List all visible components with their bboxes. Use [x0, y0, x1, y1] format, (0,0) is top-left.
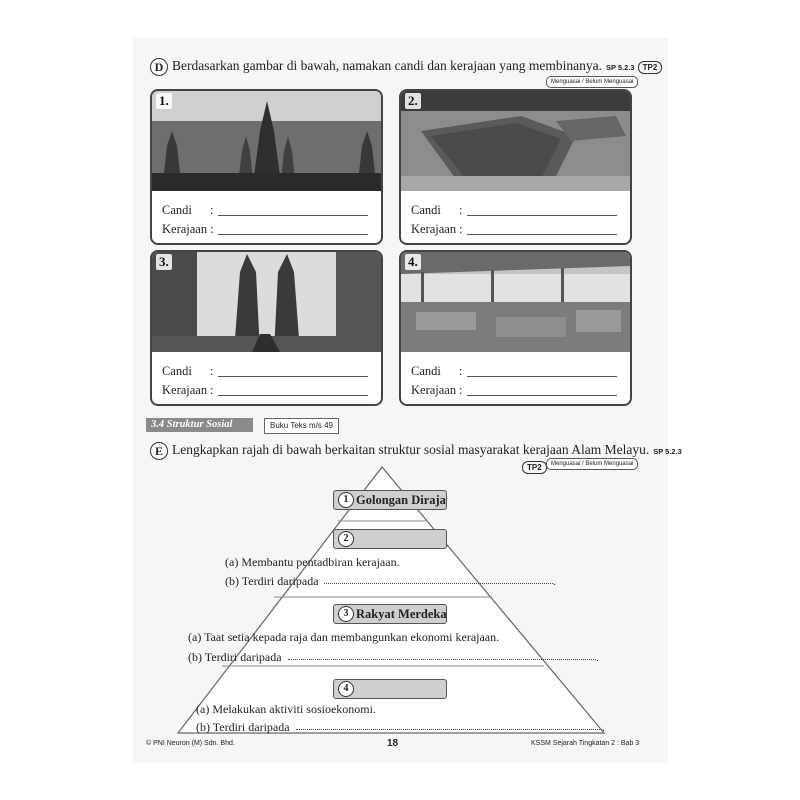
card-number: 2. [405, 93, 421, 109]
level-4-answer-line[interactable] [296, 729, 602, 730]
question-e-tp: TP2 [522, 461, 547, 474]
question-e-mastery: Menguasai / Belum Menguasai [546, 458, 638, 470]
pyramid-level-2[interactable] [333, 529, 447, 549]
question-d-sp: SP 5.2.3 [605, 63, 635, 72]
footer-book-title: KSSM Sejarah Tingkatan 2 : Bab 3 [531, 740, 640, 747]
kerajaan-answer-line[interactable] [218, 234, 368, 235]
kerajaan-colon: : [210, 222, 214, 236]
pyramid-level-1 [333, 490, 447, 510]
excavated-site-shelter-photo [401, 252, 630, 352]
kerajaan-label: Kerajaan [162, 222, 208, 236]
level-number: 4 [338, 681, 354, 697]
candi-answer-line[interactable] [218, 215, 368, 216]
question-d-prompt: Berdasarkan gambar di bawah, namakan candi dan kerajaan yang membinanya. [172, 58, 602, 73]
level-3-item-b: (b) Terdiri daripada [188, 650, 282, 664]
candi-label: Candi [162, 364, 192, 378]
level-number: 1 [338, 492, 354, 508]
candi-label: Candi [411, 364, 441, 378]
level-4-item-b: (b) Terdiri daripada [196, 720, 290, 734]
level-3-end: . [596, 650, 599, 664]
section-heading [146, 418, 253, 432]
pyramid-level-3 [333, 604, 447, 624]
level-2-item-a: (a) Membantu pentadbiran kerajaan. [225, 555, 400, 569]
kerajaan-answer-line[interactable] [467, 234, 617, 235]
kerajaan-colon: : [210, 383, 214, 397]
card-number: 4. [405, 254, 421, 270]
level-number: 2 [338, 531, 354, 547]
candi-answer-line[interactable] [218, 376, 368, 377]
kerajaan-label: Kerajaan [411, 222, 457, 236]
question-d-badge: D [150, 58, 168, 76]
pyramid-level-4[interactable] [333, 679, 447, 699]
level-label: Golongan Diraja [356, 493, 446, 507]
candi-colon: : [459, 203, 463, 217]
level-label: Rakyat Merdeka [356, 607, 447, 621]
kerajaan-colon: : [459, 222, 463, 236]
candi-colon: : [210, 203, 214, 217]
footer-page-number: 18 [387, 738, 399, 749]
card-number: 1. [156, 93, 172, 109]
question-d-mastery: Menguasai / Belum Menguasai [546, 76, 638, 88]
temple-card-4 [399, 250, 632, 406]
split-gate-temple-photo [152, 252, 381, 352]
candi-answer-line[interactable] [467, 376, 617, 377]
temple-card-2 [399, 89, 632, 245]
level-4-end: . [602, 720, 605, 734]
question-d-tp: TP2 [638, 61, 663, 74]
candi-answer-line[interactable] [467, 215, 617, 216]
level-2-answer-line[interactable] [324, 583, 553, 584]
section-title: 3.4 Struktur Sosial [151, 419, 233, 430]
footer-publisher: © PNI Neuron (M) Sdn. Bhd. [146, 740, 235, 747]
kerajaan-answer-line[interactable] [218, 395, 368, 396]
candi-colon: : [210, 364, 214, 378]
temple-card-3 [150, 250, 383, 406]
ruined-stone-temple-photo [401, 91, 630, 191]
level-3-answer-line[interactable] [288, 659, 596, 660]
level-4-item-a: (a) Melakukan aktiviti sosioekonomi. [196, 702, 376, 716]
question-e-prompt: Lengkapkan rajah di bawah berkaitan struktur sosial masyarakat kerajaan Alam Melayu. [172, 442, 650, 457]
question-e-sp: SP 5.2.3 [653, 447, 682, 456]
kerajaan-label: Kerajaan [411, 383, 457, 397]
level-2-end: . [553, 574, 556, 588]
candi-label: Candi [162, 203, 192, 217]
question-e-text [172, 442, 682, 458]
level-2-item-b: (b) Terdiri daripada [225, 574, 319, 588]
kerajaan-answer-line[interactable] [467, 395, 617, 396]
question-e-badge: E [150, 442, 168, 460]
question-d-text [172, 58, 662, 74]
level-number: 3 [338, 606, 354, 622]
kerajaan-colon: : [459, 383, 463, 397]
level-3-item-a: (a) Taat setia kepada raja dan membangunkan ekonomi kerajaan. [188, 630, 500, 644]
temple-card-1 [150, 89, 383, 245]
kerajaan-label: Kerajaan [162, 383, 208, 397]
angkor-temple-photo [152, 91, 381, 191]
candi-label: Candi [411, 203, 441, 217]
candi-colon: : [459, 364, 463, 378]
card-number: 3. [156, 254, 172, 270]
textbook-reference: Buku Teks m/s 49 [264, 418, 339, 434]
